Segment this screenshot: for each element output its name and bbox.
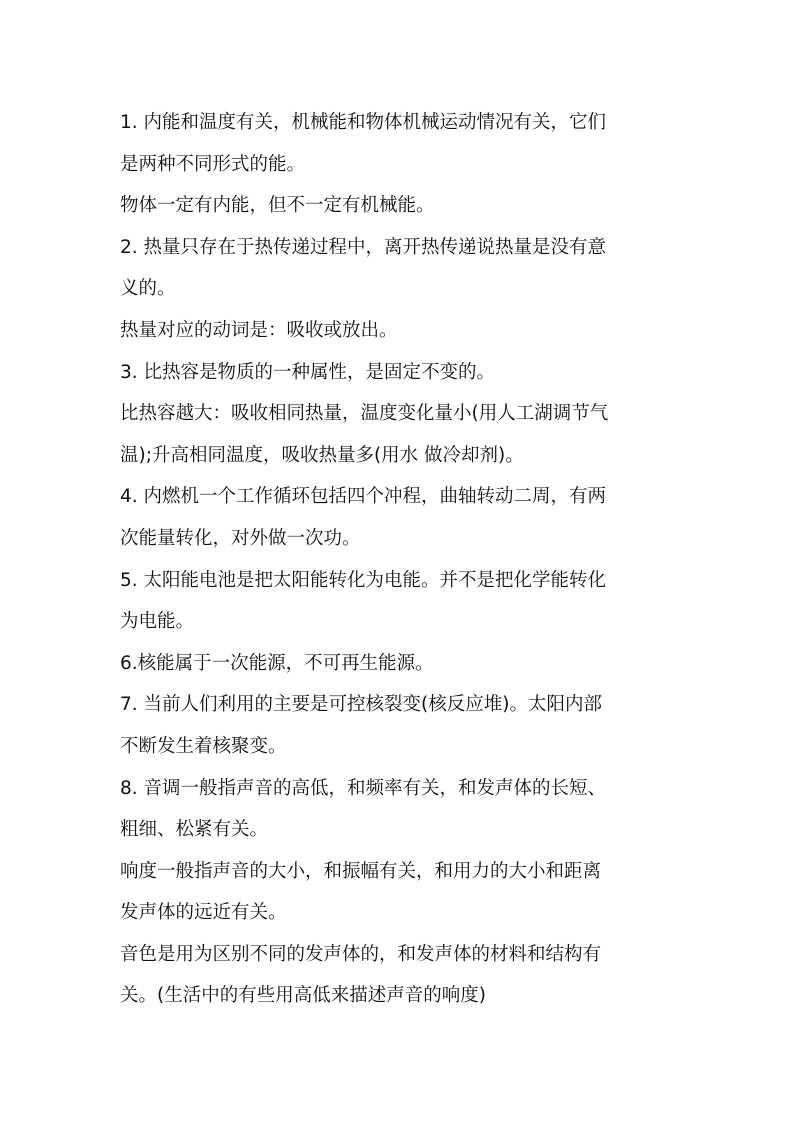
text-line: 1. 内能和温度有关，机械能和物体机械运动情况有关，它们 [120, 112, 607, 133]
text-line: 音色是用为区别不同的发声体的，和发声体的材料和结构有 [120, 943, 602, 965]
text-line: 温);升高相同温度，吸收热量多(用水 做冷却剂)。 [120, 444, 524, 466]
text-line: 5. 太阳能电池是把太阳能转化为电能。并不是把化学能转化 [120, 569, 607, 591]
text-line: 2. 热量只存在于热传递过程中，离开热传递说热量是没有意 [120, 236, 607, 258]
text-line: 是两种不同形式的能。 [120, 153, 306, 175]
text-line: 6.核能属于一次能源，不可再生能源。 [120, 652, 434, 674]
text-line: 物体一定有内能，但不一定有机械能。 [120, 195, 435, 217]
text-line: 关。(生活中的有些用高低来描述声音的响度) [120, 985, 486, 1007]
text-line: 7. 当前人们利用的主要是可控核裂变(核反应堆)。太阳内部 [120, 694, 602, 716]
document-body [120, 102, 680, 1017]
text-line: 义的。 [120, 278, 176, 300]
text-line: 发声体的远近有关。 [120, 902, 287, 924]
text-line: 3. 比热容是物质的一种属性，是固定不变的。 [120, 361, 496, 383]
text-line: 4. 内燃机一个工作循环包括四个冲程，曲轴转动二周，有两 [120, 486, 607, 508]
text-line: 粗细、松紧有关。 [120, 819, 269, 841]
text-line: 比热容越大：吸收相同热量，温度变化量小(用人工湖调节气 [120, 403, 609, 425]
text-line: 响度一般指声音的大小，和振幅有关，和用力的大小和距离 [120, 860, 602, 882]
text-line: 不断发生着核聚变。 [120, 735, 287, 757]
text-line: 为电能。 [120, 611, 195, 633]
text-line: 8. 音调一般指声音的高低，和频率有关，和发声体的长短、 [120, 777, 607, 799]
text-line: 次能量转化，对外做一次功。 [120, 527, 361, 549]
text-line: 热量对应的动词是：吸收或放出。 [120, 319, 398, 341]
